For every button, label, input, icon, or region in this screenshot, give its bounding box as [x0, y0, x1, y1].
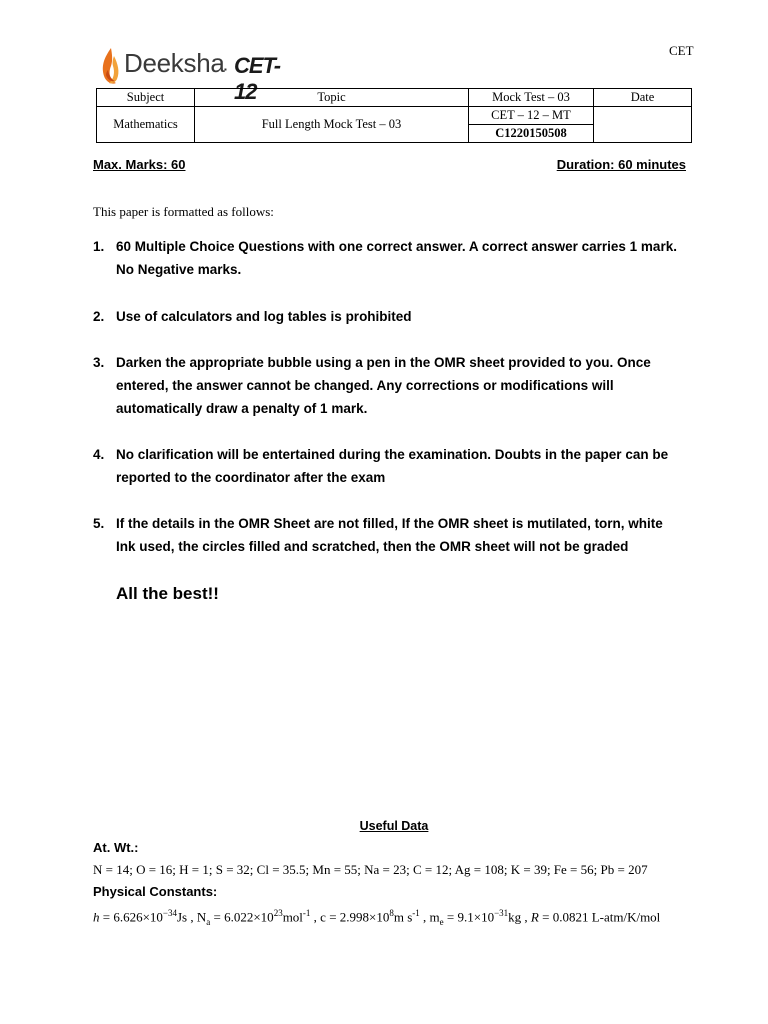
avogadro-value: = 6.022×10 [210, 909, 274, 925]
info-table-header-row [97, 89, 692, 107]
rule-number: 2. [93, 309, 105, 324]
electron-mass-value: = 9.1×10 [443, 909, 495, 925]
header-subject: Subject [97, 89, 195, 107]
intro-text: This paper is formatted as follows: [93, 204, 274, 219]
gas-constant-symbol: R [530, 909, 539, 925]
rule-number: 5. [93, 516, 105, 531]
rule-text: 60 Multiple Choice Questions with one correct answer. A correct answer carries 1 mark. No Negative marks. [116, 239, 677, 277]
rule-number: 1. [93, 239, 105, 254]
rule-number: 3. [93, 355, 105, 370]
rule-text: Use of calculators and log tables is prohibited [116, 309, 412, 324]
separator: , [419, 909, 430, 925]
avogadro-subscript: a [206, 916, 211, 927]
physical-constants-label: Physical Constants: [93, 884, 218, 899]
duration: Duration: 60 minutes [556, 157, 686, 172]
flame-icon [100, 46, 122, 86]
planck-unit: Js , [177, 909, 197, 925]
corner-tag: CET [669, 43, 694, 58]
max-marks: Max. Marks: 60 [93, 157, 186, 172]
header-mock-test: Mock Test – 03 [469, 89, 594, 107]
topic-value: Full Length Mock Test – 03 [195, 107, 469, 143]
rule-text: If the details in the OMR Sheet are not filled, If the OMR sheet is mutilated, torn, white Ink used, the circles filled and scratched, then the OMR sheet will not be graded [116, 516, 663, 554]
subject-value: Mathematics [97, 107, 195, 143]
gas-constant-value: = 0.0821 L-atm/K/mol [538, 909, 661, 925]
atomic-weights-label: At. Wt.: [93, 840, 139, 855]
planck-symbol: h [93, 909, 100, 925]
info-table [96, 88, 692, 143]
atomic-weights-values: N = 14; O = 16; H = 1; S = 32; Cl = 35.5; Mn = 55; Na = 23; C = 12; Ag = 108; K = 39; Fe = 56; Pb = 207 [93, 862, 648, 877]
useful-data-title: Useful Data [359, 819, 429, 833]
header-topic: Topic [195, 89, 469, 107]
electron-mass-unit: kg , [508, 909, 531, 925]
light-speed-unit: m s [393, 909, 413, 925]
code-line1: CET – 12 – MT [469, 107, 594, 125]
rule-text: Darken the appropriate bubble using a pen in the OMR sheet provided to you. Once entered, the answer cannot be changed. Any corrections or modifications will automatically draw a penalty of 1 mark. [116, 355, 651, 416]
avogadro-exponent: 23 [273, 908, 283, 918]
code-line2: C1220150508 [469, 125, 594, 143]
light-speed-value: c = 2.998×10 [320, 909, 390, 925]
physical-constants [93, 908, 660, 927]
closing-message: All the best!! [116, 584, 219, 603]
logo-subtitle: CET-12 [234, 53, 281, 104]
avogadro-unit: mol [282, 909, 303, 925]
avogadro-symbol: N [196, 909, 207, 925]
electron-mass-subscript: e [439, 916, 444, 927]
separator: , [310, 909, 321, 925]
planck-value: = 6.626×10 [99, 909, 163, 925]
logo-connector: ▪ [224, 65, 227, 74]
avogadro-unit-exponent: -1 [302, 908, 311, 918]
light-speed-unit-exponent: -1 [412, 908, 420, 918]
header-date: Date [594, 89, 692, 107]
light-speed-exponent: 8 [389, 908, 394, 918]
rule-number: 4. [93, 447, 105, 462]
electron-mass-symbol: m [429, 909, 440, 925]
rule-text: No clarification will be entertained during the examination. Doubts in the paper can be reported to the coordinator after the exam [116, 447, 669, 485]
date-value [594, 107, 692, 143]
electron-mass-exponent: −31 [494, 908, 509, 918]
planck-exponent: −34 [162, 908, 177, 918]
logo-brand: Deeksha [124, 48, 225, 78]
